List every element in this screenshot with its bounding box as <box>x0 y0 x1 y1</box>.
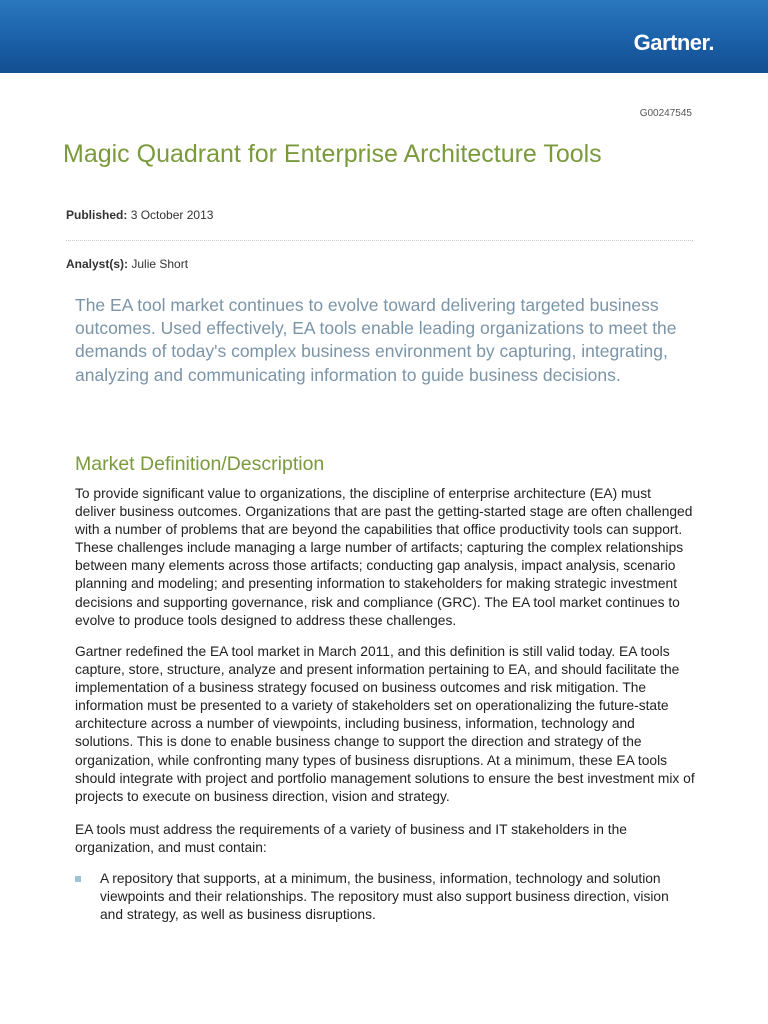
bullet-text: A repository that supports, at a minimum, the business, information, technology and solution viewpoints and their relationships. The repository must also support business direction, vision and strategy, as well as business disruptions. <box>100 871 669 923</box>
square-bullet-icon <box>75 876 81 882</box>
page-title: Magic Quadrant for Enterprise Architecture Tools <box>63 140 602 168</box>
analyst-name: Julie Short <box>131 257 189 271</box>
section-heading: Market Definition/Description <box>75 453 325 475</box>
published-date: 3 October 2013 <box>130 208 214 222</box>
divider <box>66 240 693 241</box>
body-paragraph: To provide significant value to organizations, the discipline of enterprise architecture (EA) must deliver business outcomes. Organizations that are past the getting-started stage are often challenged with a number of problems that are beyond the capabilities that office productivity tools can support. These challenges include managing a large number of artifacts; capturing the complex relationships between many elements across those artifacts; conducting gap analysis, impact analysis, scenario planning and modeling; and presenting information to stakeholders for making strategic investment decisions and supporting governance, risk and compliance (GRC). The EA tool market continues to evolve to produce tools designed to address these challenges. <box>75 486 693 628</box>
header-band <box>0 0 768 73</box>
published-line <box>66 208 213 222</box>
body-paragraph: EA tools must address the requirements of a variety of business and IT stakeholders in the organization, and must contain: <box>75 822 627 856</box>
body-paragraph: Gartner redefined the EA tool market in March 2011, and this definition is still valid today. EA tools capture, store, structure, analyze and present information pertaining to EA, and should facilitate the implementation of a business strategy focused on business outcomes and risk mitigation. The information must be presented to a variety of stakeholders set on operationalizing the future-state architecture across a number of viewpoints, including business, information, technology and solutions. This is done to enable business change to support the direction and strategy of the organization, while confronting many types of business disruptions. At a minimum, these EA tools should integrate with project and portfolio management solutions to ensure the best investment mix of projects to execute on business direction, vision and strategy. <box>75 644 695 804</box>
published-label: Published: <box>66 208 128 222</box>
analyst-label: Analyst(s): <box>66 257 129 271</box>
summary-paragraph: The EA tool market continues to evolve toward delivering targeted business outcomes. Used effectively, EA tools enable leading organizations to meet the demands of today's complex business environment by capturing, integrating, analyzing and communicating information to guide business decisions. <box>75 295 677 385</box>
document-id: G00247545 <box>639 108 692 119</box>
analyst-line <box>66 257 188 271</box>
gartner-logo: Gartner. <box>633 30 714 55</box>
